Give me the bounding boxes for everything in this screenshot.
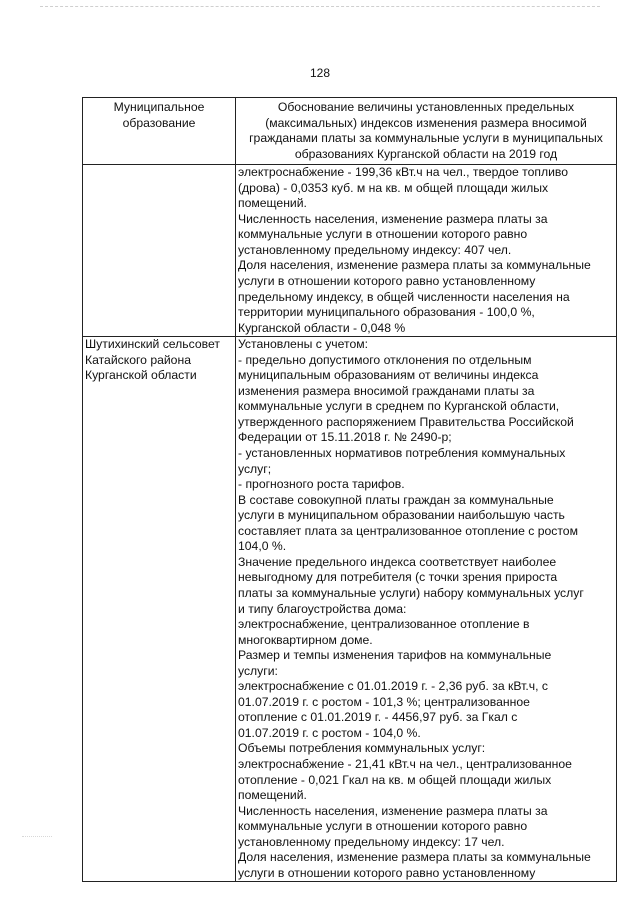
justification-line: территории муниципального образования - 100,0 %, [238,305,535,320]
tariff-justification-table [82,97,617,882]
justification-line: Значение предельного индекса соответствует наиболее [238,554,557,569]
justification-line: электроснабжение с 01.01.2019 г. - 2,36 руб. за кВт.ч, с [238,679,548,694]
justification-line: услуги в отношении которого равно установленному [238,274,536,289]
header-justification [236,98,617,165]
justification-line: коммунальные услуги в отношении которого равно [238,227,528,242]
justification-line: - прогнозного роста тарифов. [238,477,405,492]
justification-line: услуг; [238,461,272,476]
header-justification-line: (максимальных) индексов изменения размера вносимой [265,115,587,130]
table-row [83,165,617,337]
justification-line: услуги: [238,663,278,678]
justification-line: - установленных нормативов потребления коммунальных [238,446,566,461]
justification-line: электроснабжение - 199,36 кВт.ч на чел., твердое топливо [238,165,569,180]
justification-line: Численность населения, изменение размера платы за [238,803,548,818]
justification-line: - предельно допустимого отклонения по отдельным [238,352,532,367]
justification-line: помещений. [238,196,307,211]
justification-line: Объемы потребления коммунальных услуг: [238,741,486,756]
justification-line: 01.07.2019 г. с ростом - 104,0 %. [238,725,421,740]
page-number: 128 [309,66,331,80]
table-row [83,337,617,882]
header-municipality [83,98,236,165]
justification-line: и типу благоустройства дома: [238,601,407,616]
municipality-cell [83,165,236,337]
justification-line: муниципальным образованиям от величины индекса [238,368,539,383]
justification-line: утвержденного распоряжением Правительства Российской [238,414,574,429]
justification-line: коммунальные услуги в отношении которого равно [238,819,528,834]
justification-line: составляет плата за централизованное отопление с ростом [238,523,578,538]
municipality-line: Катайского района [85,352,191,367]
justification-line: В составе совокупной платы граждан за коммунальные [238,492,554,507]
justification-line: отопление - 0,021 Гкал на кв. м общей площади жилых [238,772,552,787]
municipality-line: Курганской области [85,368,197,383]
municipality-line: Шутихинский сельсовет [85,337,220,352]
justification-line: платы за коммунальные услуги) набору коммунальных услуг [238,585,584,600]
justification-line: многоквартирном доме. [238,632,373,647]
header-justification-line: Обоснование величины установленных предельных [277,100,575,114]
justification-line: установленному предельному индексу: 17 чел. [238,834,505,849]
justification-line: предельному индексу, в общей численности населения на [238,289,570,304]
justification-line: электроснабжение - 21,41 кВт.ч на чел., централизованное [238,756,572,771]
justification-line: установленному предельному индексу: 407 чел. [238,242,512,257]
table-header-row [83,98,617,165]
justification-line: невыгодному для потребителя (с точки зрения прироста [238,570,558,585]
justification-line: 104,0 %. [238,539,287,554]
justification-line: услуги в отношении которого равно установленному [238,865,536,880]
scan-artifact-dots [22,836,52,837]
justification-line: электроснабжение, централизованное отопление в [238,617,530,632]
justification-line: Доля населения, изменение размера платы за коммунальные [238,258,591,273]
header-justification-line: образованиях Курганской области на 2019 год [294,146,558,161]
justification-line: Размер и темпы изменения тарифов на коммунальные [238,648,552,663]
justification-cell [236,165,617,337]
justification-line: Доля населения, изменение размера платы за коммунальные [238,850,591,865]
justification-line: Курганской области - 0,048 % [238,320,406,335]
justification-line: Численность населения, изменение размера платы за [238,211,548,226]
header-municipality-line: Муниципальное [113,100,205,114]
justification-line: Федерации от 15.11.2018 г. № 2490-р; [238,430,452,445]
justification-line: отопление с 01.01.2019 г. - 4456,97 руб. за Гкал с [238,710,518,725]
justification-line: Установлены с учетом: [238,337,368,352]
justification-line: коммунальные услуги в среднем по Курганской области, [238,399,560,414]
header-municipality-line: образование [122,115,196,130]
scan-artifact-line [40,6,600,7]
justification-line: помещений. [238,788,307,803]
justification-line: 01.07.2019 г. с ростом - 101,3 %; централизованное [238,694,530,709]
header-justification-line: гражданами платы за коммунальные услуги в муниципальных [249,131,603,146]
justification-line: (дрова) - 0,0353 куб. м на кв. м общей площади жилых [238,180,549,195]
justification-cell [236,337,617,882]
municipality-cell [83,337,236,882]
justification-line: услуги в муниципальном образовании наибольшую часть [238,508,565,523]
justification-line: изменения размера вносимой гражданами платы за [238,383,535,398]
